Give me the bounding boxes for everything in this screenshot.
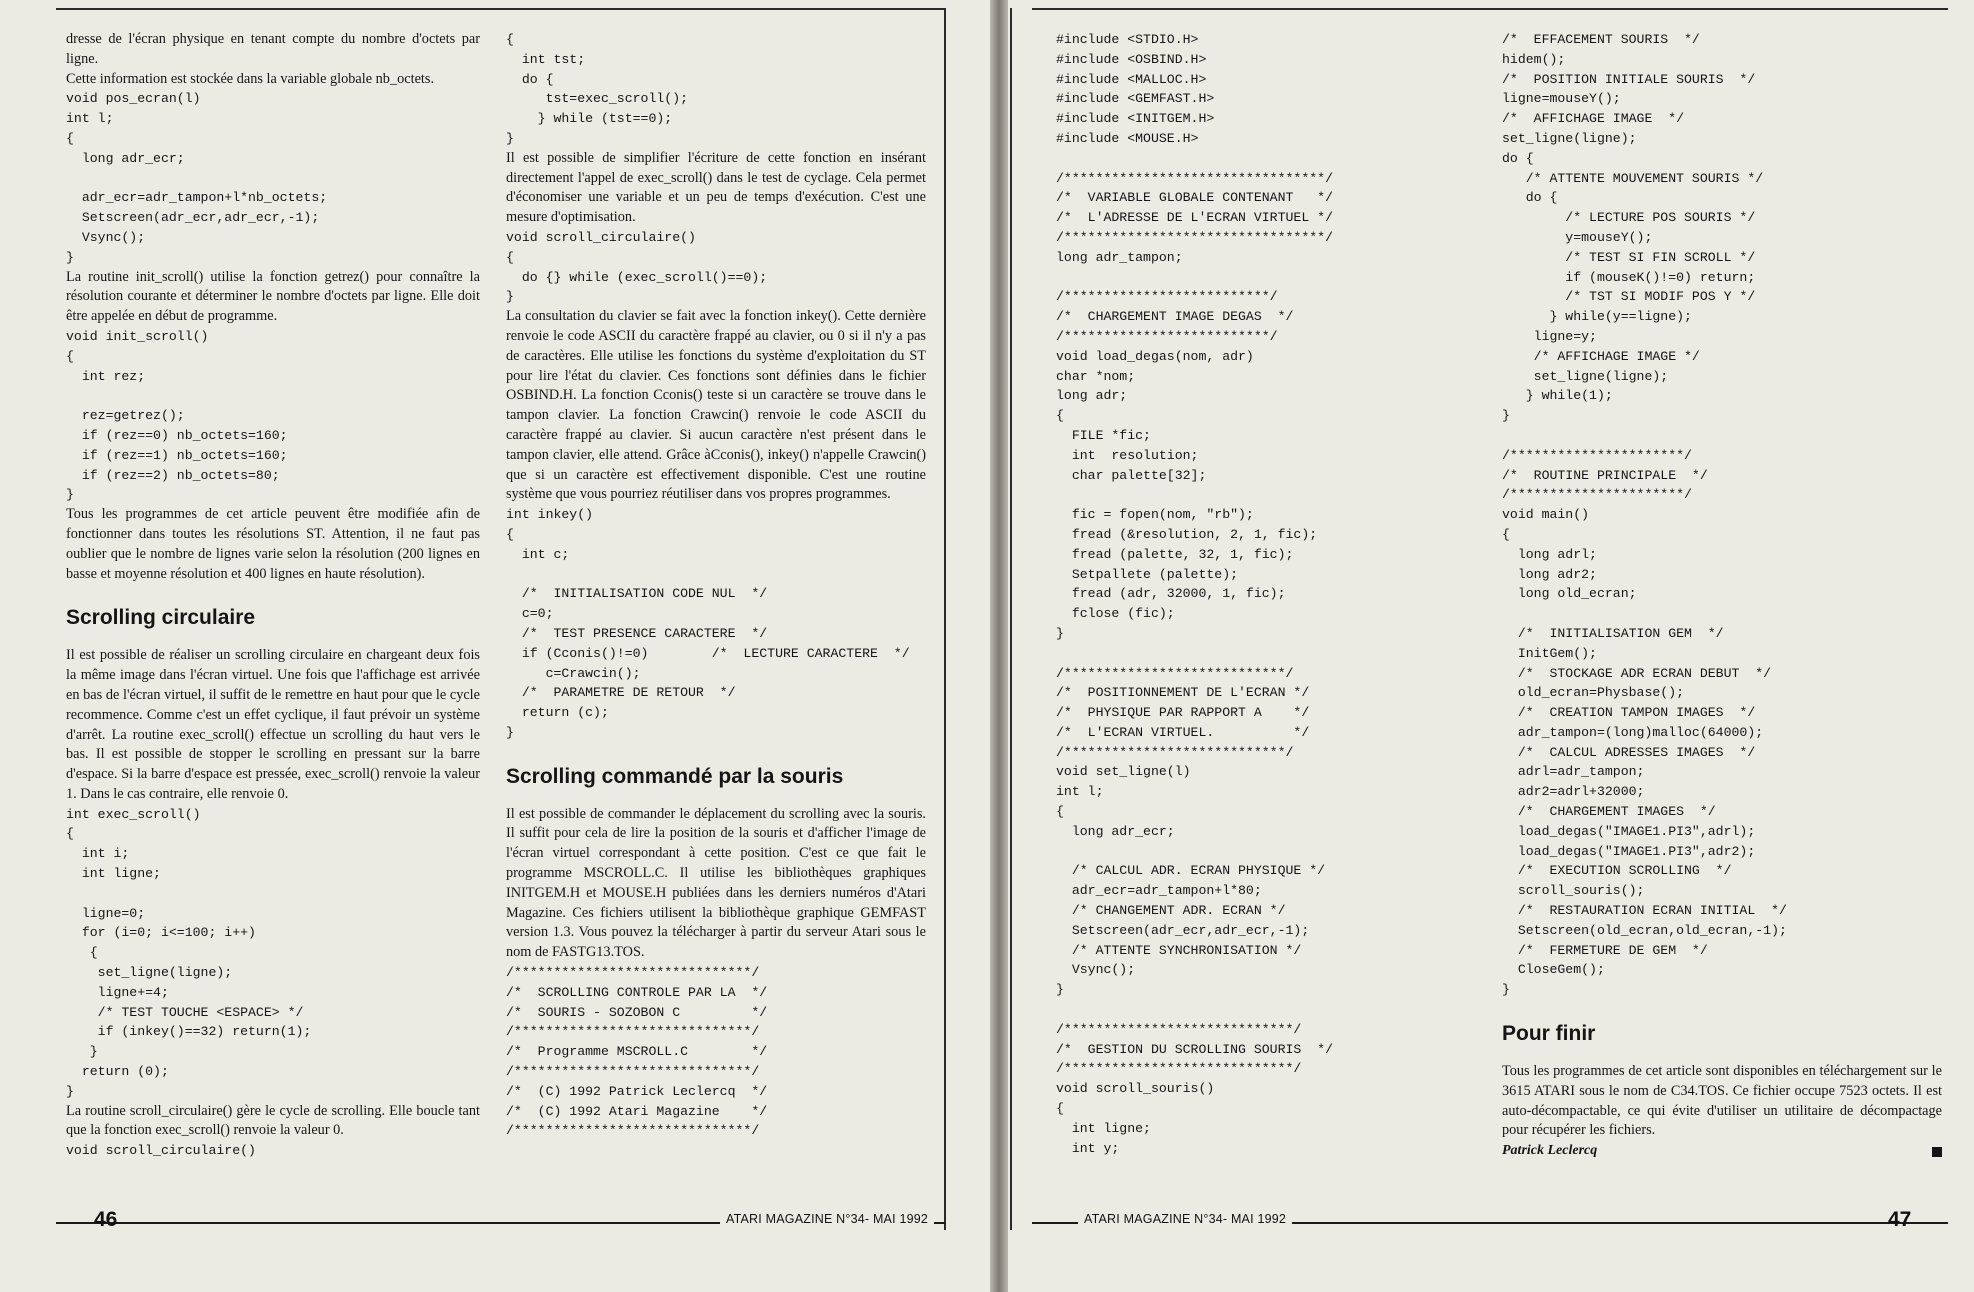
code-block: /* EFFACEMENT SOURIS */ hidem(); /* POSITION INITIALE SOURIS */ ligne=mouseY(); /* AFFICHAGE IMAGE */ set_ligne(ligne); do { /* ATTENTE MOUVEMENT SOURIS */ do { /* LECTURE POS SOURIS */ y=mouseY(); /* TEST SI FIN SCROLL */ if (mouseK()!=0) return; /* TST SI MODIF POS Y */ } while(y==ligne); ligne=y; /* AFFICHAGE IMAGE */ set_ligne(ligne); } while(1); } /**********************/ /* ROUTINE PRINCIPALE */ /**********************/ void main() { long adrl; long adr2; long old_ecran; /* INITIALISATION GEM */ InitGem(); /* STOCKAGE ADR ECRAN DEBUT */ old_ecran=Physbase(); /* CREATION TAMPON IMAGES */ adr_tampon=(long)malloc(64000); /* CALCUL ADRESSES IMAGES */ adrl=adr_tampon; adr2=adrl+32000; /* CHARGEMENT IMAGES */ load_degas("IMAGE1.PI3",adrl); load_degas("IMAGE1.PI3",adr2); /* EXECUTION SCROLLING */ scroll_souris(); /* RESTAURATION ECRAN INITIAL */ Setscreen(old_ecran,old_ecran,-1); /* FERMETURE DE GEM */ CloseGem(); } xyxy=(1502,32,1787,998)
left-page-number: 46 xyxy=(94,1208,118,1231)
page-gutter xyxy=(990,0,1008,1292)
code-block: void init_scroll() { int rez; rez=getrez(); if (rez==0) nb_octets=160; if (rez==1) nb_octets=160; if (rez==2) nb_octets=80; } xyxy=(66,328,288,503)
paragraph: Cette information est stockée dans la variable globale nb_octets. xyxy=(66,70,435,87)
author-signature: Patrick Leclercq xyxy=(1502,1141,1942,1161)
paragraph: Tous les programmes de cet article sont disponibles en téléchargement sur le 3615 ATARI sous le nom de C34.TOS. Ce fichier occupe 7523 octets. Il est auto-décompactable, ce qui évite d'utiliser un utilitaire de décompactage pour récupérer les fichiers. xyxy=(1502,1063,1942,1139)
paragraph: Tous les programmes de cet article peuvent être modifiée afin de fonctionner dans toutes les résolutions ST. Attention, il ne faut pas oublier que le nombre de lignes varie selon la résolution (200 lignes en basse et moyenne résolution et 400 lignes en haute résolution). xyxy=(66,506,480,582)
left-page-column-2 xyxy=(506,30,926,1141)
code-block: void scroll_circulaire() { do {} while (exec_scroll()==0); } xyxy=(506,229,768,305)
code-block: void pos_ecran(l) int l; { long adr_ecr; adr_ecr=adr_tampon+l*nb_octets; Setscreen(adr_ecr,adr_ecr,-1); Vsync(); } xyxy=(66,91,328,265)
paragraph: Il est possible de commander le déplacement du scrolling avec la souris. Il suffit pour cela de lire la position de la souris et d'afficher l'image de l'écran virtuel correspondant à cette position. C'est ce que fait le programme MSCROLL.C. Il utilise les bibliothèques graphiques INITGEM.H et MOUSE.H publiées dans les derniers numéros d'Atari Magazine. Ces fichiers utilisent la bibliothèque graphique GEMFAST version 1.3. Vous pouvez la télécharger à partir du serveur Atari sous le nom de FASTG13.TOS. xyxy=(506,805,926,961)
left-page-column-1 xyxy=(66,30,480,1161)
right-page-column-1 xyxy=(1056,30,1486,1158)
right-page-number: 47 xyxy=(1888,1208,1912,1231)
code-block: #include <STDIO.H> #include <OSBIND.H> #include <MALLOC.H> #include <GEMFAST.H> #include <INITGEM.H> #include <MOUSE.H> /*********************************/ /* VARIABLE GLOBALE CONTENANT */ /* L'ADRESSE DE L'ECRAN VIRTUEL */ /*********************************/ long adr_tampon; /**************************/ /* CHARGEMENT IMAGE DEGAS */ /**************************/ void load_degas(nom, adr) char *nom; long adr; { FILE *fic; int resolution; char palette[32]; fic = fopen(nom, "rb"); fread (&resolution, 2, 1, fic); fread (palette, 32, 1, fic); Setpallete (palette); fread (adr, 32000, 1, fic); fclose (fic); } /****************************/ /* POSITIONNEMENT DE L'ECRAN */ /* PHYSIQUE PAR RAPPORT A */ /* L'ECRAN VIRTUEL. */ /****************************/ void set_ligne(l) int l; { long adr_ecr; /* CALCUL ADR. ECRAN PHYSIQUE */ adr_ecr=adr_tampon+l*80; /* CHANGEMENT ADR. ECRAN */ Setscreen(adr_ecr,adr_ecr,-1); /* ATTENTE SYNCHRONISATION */ Vsync(); } /*****************************/ /* GESTION DU SCROLLING SOURIS */ /*****************************/ void scroll_souris() { int ligne; int y; xyxy=(1056,32,1333,1156)
paragraph: Il est possible de simplifier l'écriture de cette fonction en insérant directement l'appel de exec_scroll() dans le test de cyclage. Cela permet d'économiser une variable et un peu de temps d'exécution. C'est une mesure d'optimisation. xyxy=(506,149,926,226)
left-footer-label: ATARI MAGAZINE N°34- MAI 1992 xyxy=(720,1212,934,1226)
right-page-frame-top xyxy=(1032,8,1948,10)
code-block: /******************************/ /* SCROLLING CONTROLE PAR LA */ /* SOURIS - SOZOBON C */ /******************************/ /* Programme MSCROLL.C */ /******************************/ /* (C) 1992 Patrick Leclercq */ /* (C) 1992 Atari Magazine */ /******************************/ xyxy=(506,965,768,1139)
paragraph: La routine scroll_circulaire() gère le cycle de scrolling. Elle boucle tant que la fonction exec_scroll() renvoie la valeur 0. xyxy=(66,1102,480,1139)
section-heading: Pour finir xyxy=(1502,1022,1596,1046)
end-of-article-mark xyxy=(1932,1147,1942,1157)
code-block: { int tst; do { tst=exec_scroll(); } while (tst==0); } xyxy=(506,32,689,146)
section-heading: Scrolling commandé par la souris xyxy=(506,764,844,788)
left-page-frame-right xyxy=(944,8,946,1230)
code-block: int exec_scroll() { int i; int ligne; ligne=0; for (i=0; i<=100; i++) { set_ligne(ligne); ligne+=4; /* TEST TOUCHE <ESPACE> */ if (inkey()==32) return(1); } return (0); } xyxy=(66,806,312,1099)
code-block: void scroll_circulaire() xyxy=(66,1143,256,1159)
paragraph: dresse de l'écran physique en tenant compte du nombre d'octets par ligne. xyxy=(66,31,480,67)
left-page-frame-top xyxy=(56,8,946,10)
paragraph: Il est possible de réaliser un scrolling circulaire en chargeant deux fois la même image dans l'écran virtuel. Une fois que l'affichage est arrivée en bas de l'écran virtuel, il suffit de le remettre en haut pour que le cycle recommence. Comme c'est un effet cyclique, il faut prévoir un système d'arrêt. La routine exec_scroll() effectue un scrolling du haut vers le bas. Il est possible de stopper le scrolling en pressant sur la barre d'espace. Si la barre d'espace est pressée, exec_scroll() renvoie la valeur 1. Dans le cas contraire, elle renvoie 0. xyxy=(66,647,480,802)
right-page-column-2 xyxy=(1502,30,1942,1161)
right-page-frame-left xyxy=(1010,8,1012,1230)
code-block: int inkey() { int c; /* INITIALISATION CODE NUL */ c=0; /* TEST PRESENCE CARACTERE */ if (Cconis()!=0) /* LECTURE CARACTERE */ c=Crawcin(); /* PARAMETRE DE RETOUR */ return (c); } xyxy=(506,507,910,740)
paragraph: La consultation du clavier se fait avec la fonction inkey(). Cette dernière renvoie le code ASCII du caractère frappé au clavier, ou 0 si il n'y a pas de caractères. Elle utilise les fonctions du système d'exploitation du ST pour lire l'état du clavier. Ces fonctions sont définies dans le fichier OSBIND.H. La fonction Cconis() teste si un caractère se trouve dans le tampon clavier. La fonction Crawcin() renvoie le code ASCII du caractère frappé au clavier. Si aucun caractère n'est présent dans le tampon clavier, elle attend. Grâce àCconis(), inkey() n'appelle Crawcin() que si un caractère est effectivement disponible. C'est une routine système que vous pourriez réutiliser dans vos propres programmes. xyxy=(506,308,926,503)
paragraph: La routine init_scroll() utilise la fonction getrez() pour connaître la résolution courante et déterminer le nombre d'octets par ligne. Elle doit être appelée en début de programme. xyxy=(66,268,480,325)
right-page xyxy=(1008,0,1974,1292)
right-footer-label: ATARI MAGAZINE N°34- MAI 1992 xyxy=(1078,1212,1292,1226)
section-heading: Scrolling circulaire xyxy=(66,606,256,630)
